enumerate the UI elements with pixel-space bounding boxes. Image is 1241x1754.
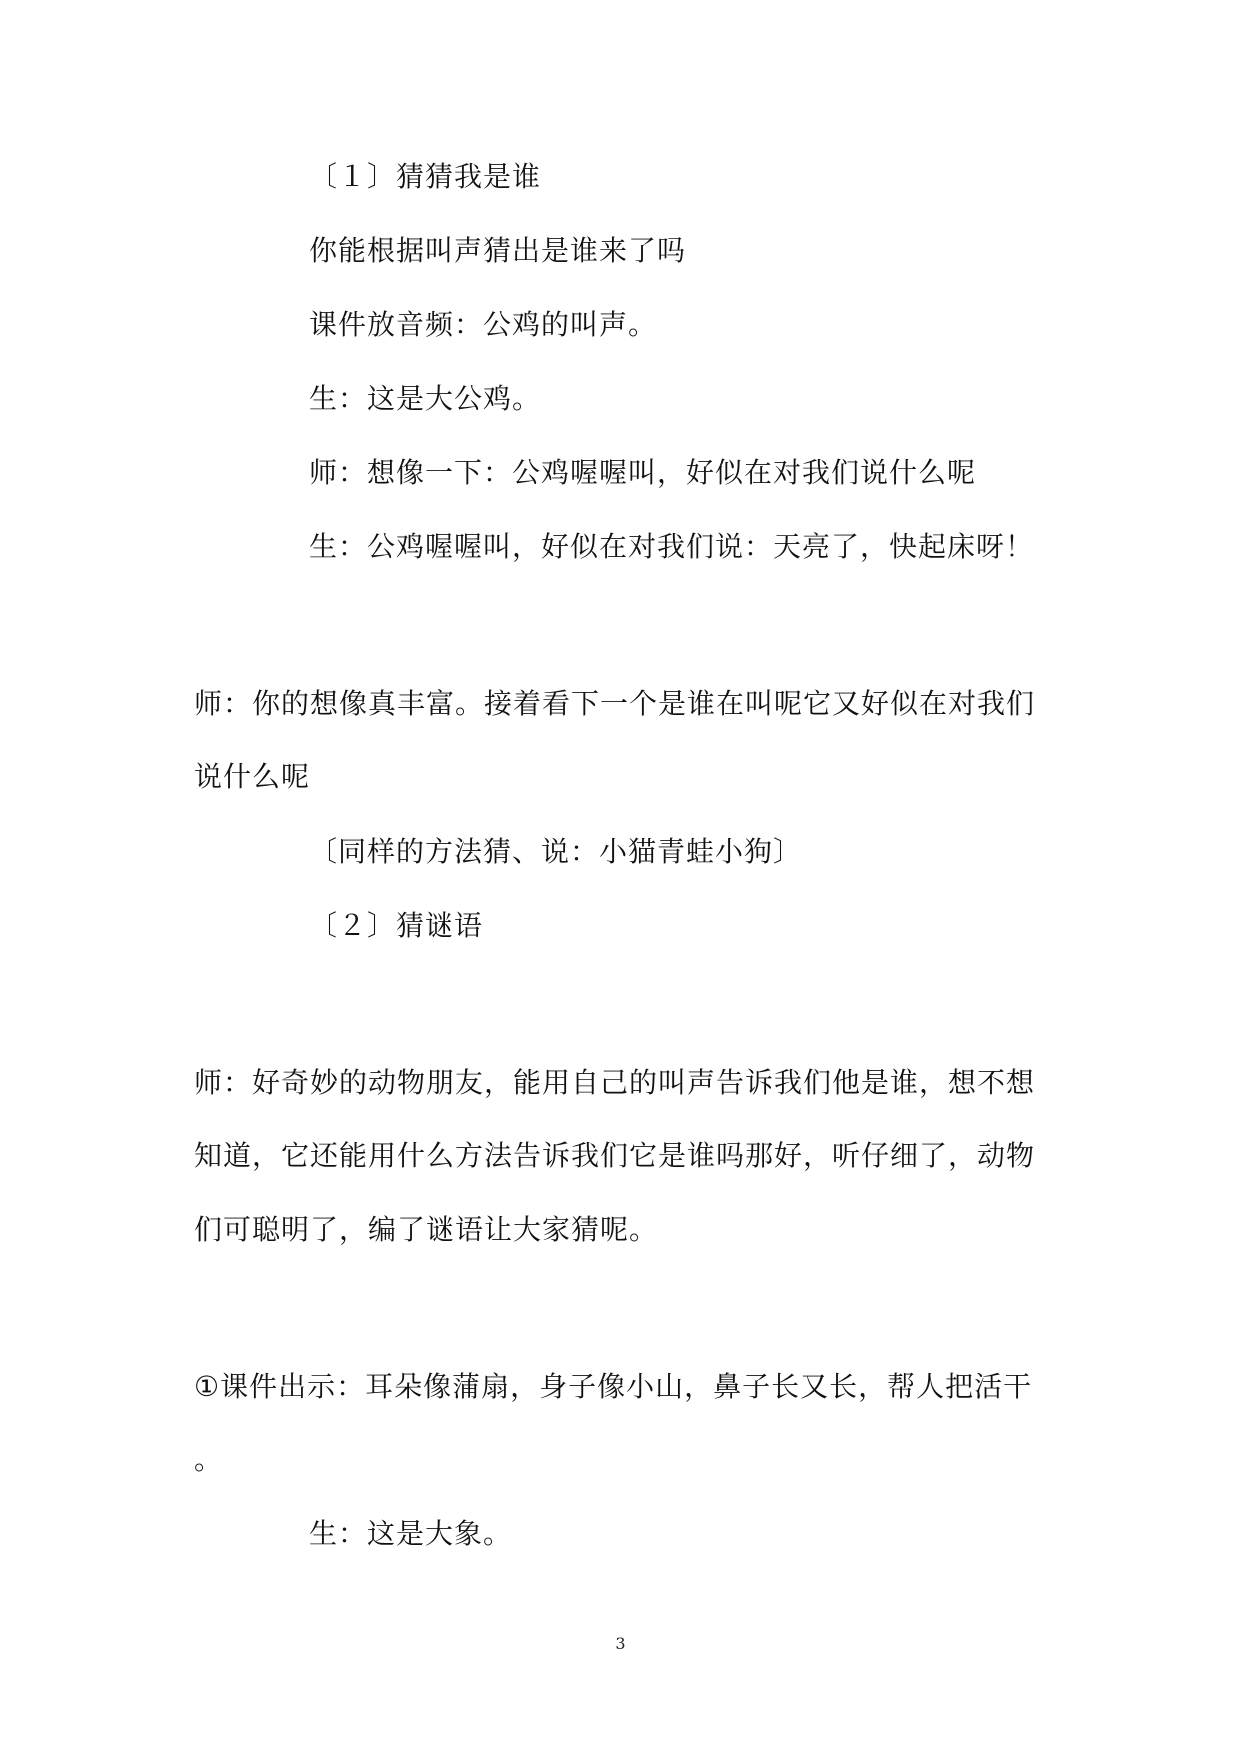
paragraph-line: 〔同样的方法猜、说：小猫青蛙小狗〕: [309, 835, 803, 868]
paragraph-line: 们可聪明了，编了谜语让大家猜呢。: [194, 1213, 659, 1246]
section-heading-guess-who: 〔１〕猜猜我是谁: [309, 160, 542, 193]
paragraph-line: 知道，它还能用什么方法告诉我们它是谁吗那好，听仔细了，动物: [194, 1139, 1036, 1172]
paragraph-line: 你能根据叫声猜出是谁来了吗: [309, 234, 687, 267]
paragraph-line: 生：这是大象。: [309, 1517, 513, 1550]
section-heading-riddles: 〔２〕猜谜语: [309, 909, 484, 942]
paragraph-line: 师：你的想像真丰富。接着看下一个是谁在叫呢它又好似在对我们: [194, 687, 1036, 720]
paragraph-line: 生：公鸡喔喔叫，好似在对我们说：天亮了，快起床呀！: [309, 530, 1035, 563]
page-number: 3: [615, 1634, 626, 1653]
paragraph-line: 课件放音频：公鸡的叫声。: [309, 308, 658, 341]
paragraph-line: 师：想像一下：公鸡喔喔叫，好似在对我们说什么呢: [309, 456, 977, 489]
paragraph-line: ①课件出示：耳朵像蒲扇，身子像小山，鼻子长又长，帮人把活干: [194, 1370, 1033, 1403]
paragraph-line: 说什么呢: [194, 760, 311, 793]
paragraph-line: 生：这是大公鸡。: [309, 382, 542, 415]
paragraph-line: 师：好奇妙的动物朋友，能用自己的叫声告诉我们他是谁，想不想: [194, 1066, 1036, 1099]
paragraph-line: 。: [194, 1443, 224, 1476]
